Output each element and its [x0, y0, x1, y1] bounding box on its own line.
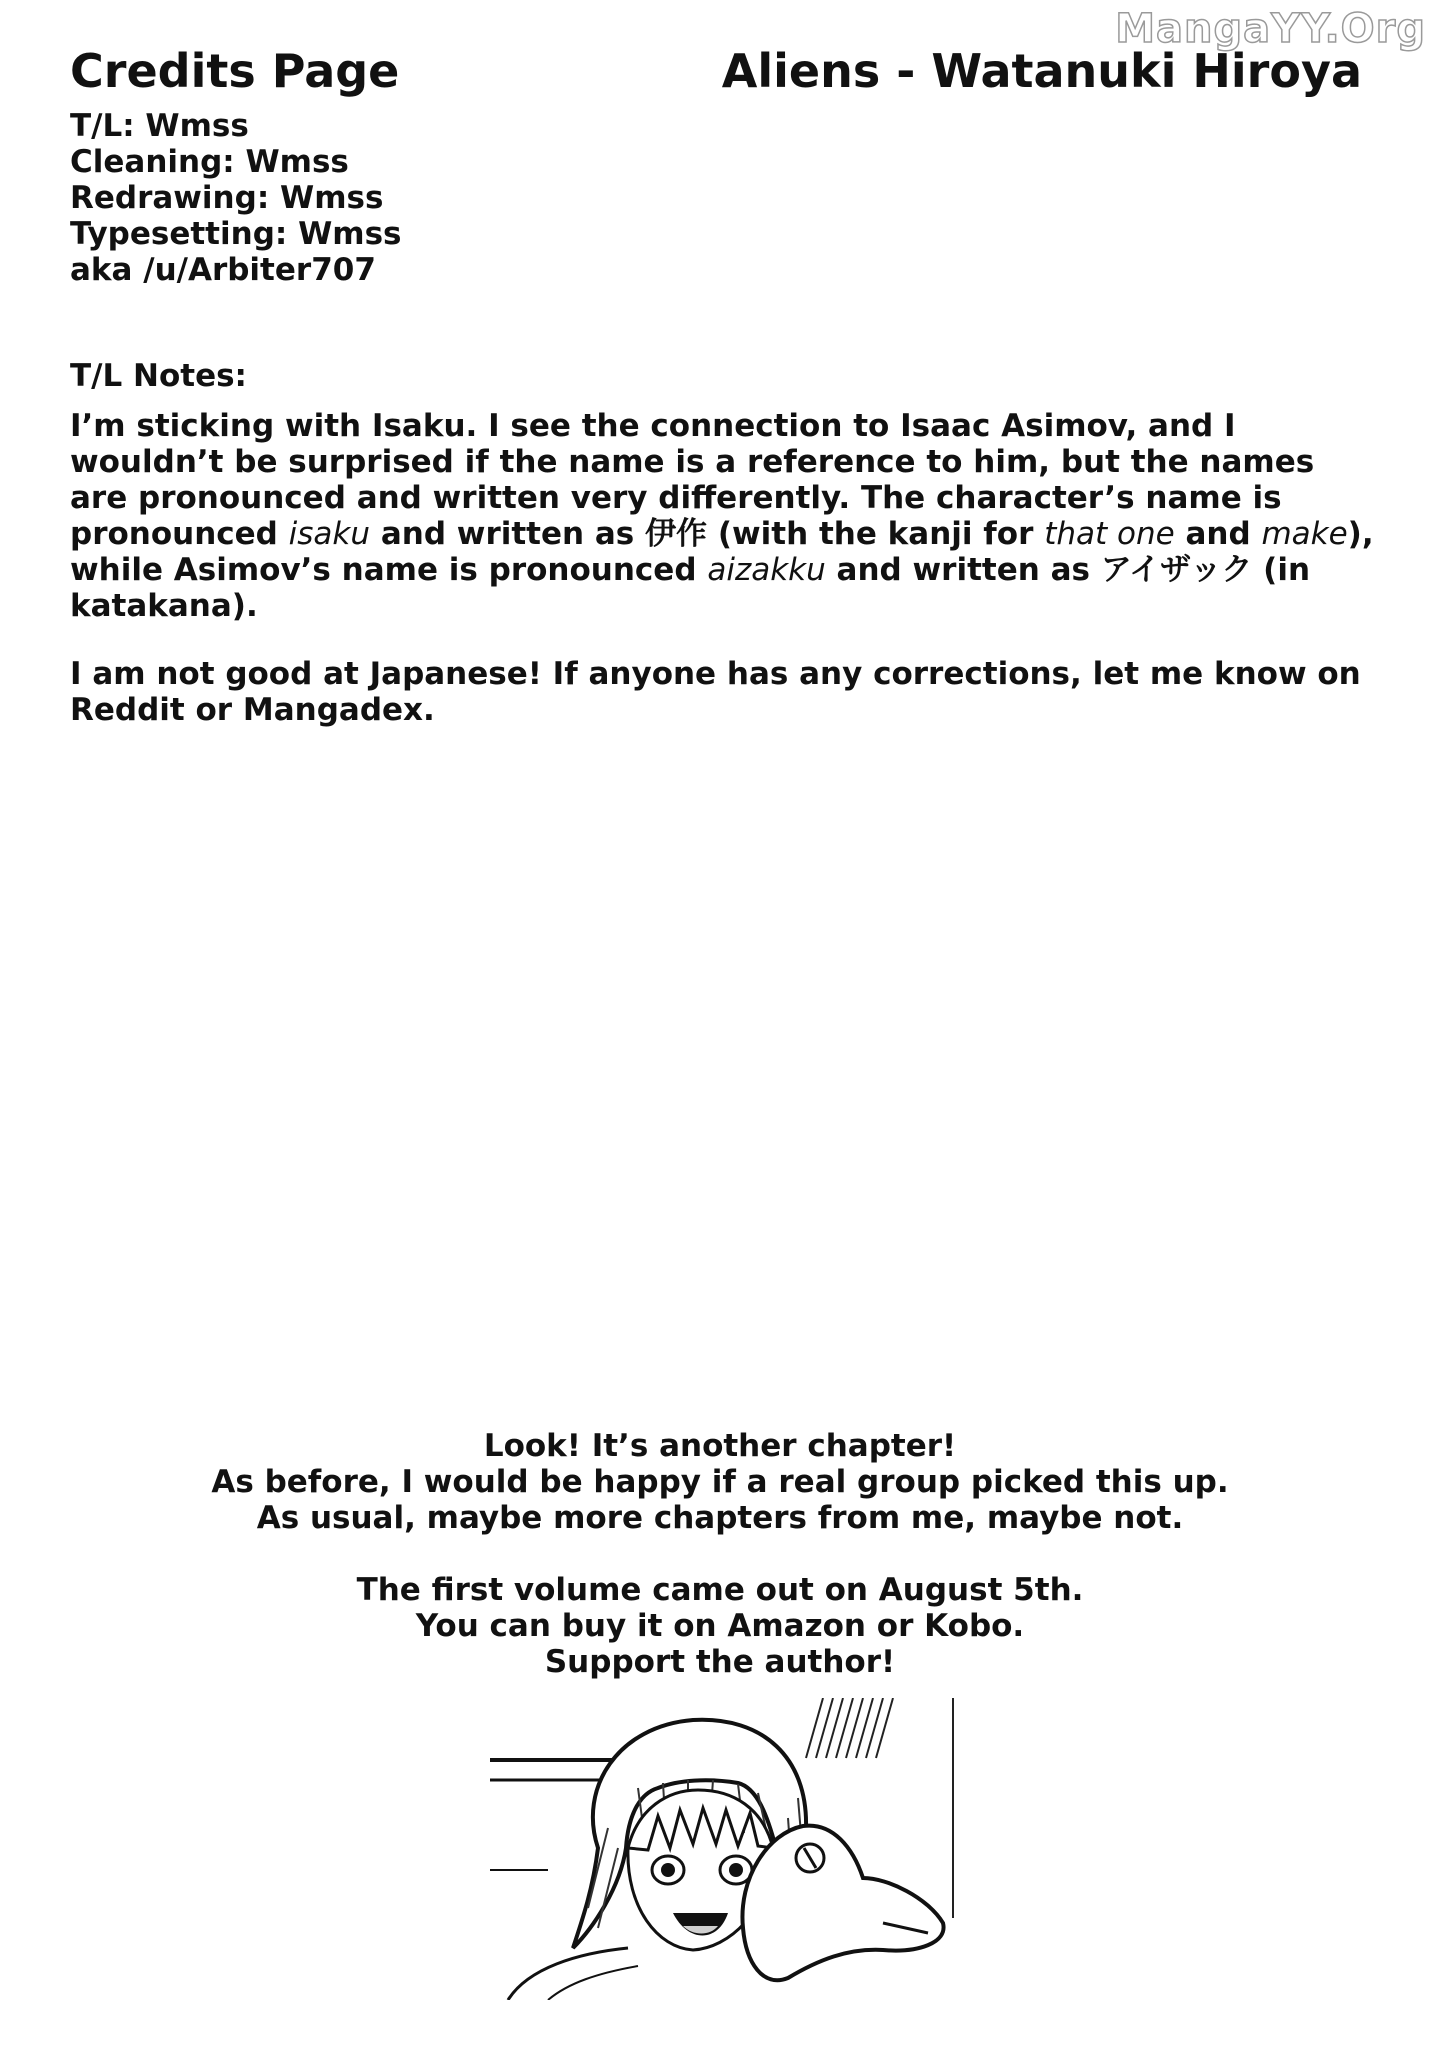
- series-title: Aliens - Watanuki Hiroya: [721, 44, 1362, 98]
- volume-announcement: [0, 1572, 1440, 1680]
- italic-aizakku: aizakku: [707, 552, 826, 588]
- volume-line: The first volume came out on August 5th.: [356, 1572, 1084, 1608]
- credits-list: [70, 108, 401, 288]
- notes-heading: T/L Notes:: [70, 358, 247, 394]
- credit-translation: T/L: Wmss: [70, 108, 249, 144]
- italic-make: make: [1261, 516, 1348, 552]
- page-title: Credits Page: [70, 44, 400, 98]
- notes-paragraph-1: I’m sticking with Isaku. I see the connection to Isaac Asimov, and I wouldn’t be surprised if the name is a reference to him, but the names are pronounced and written very differently. The character’s name is pronounced isaku and written as 伊作 (with the kanji for that one and make), while Asimov’s name is pronounced aizakku and written as アイザック (in katakana).: [70, 408, 1374, 624]
- notes-paragraph-2: I am not good at Japanese! If anyone has any corrections, let me know on Reddit or Mangadex.: [70, 656, 1361, 728]
- closing-line: As before, I would be happy if a real group picked this up.: [211, 1464, 1229, 1500]
- closing-message: [0, 1428, 1440, 1536]
- italic-that-one: that one: [1044, 516, 1175, 552]
- manga-character-illustration: [488, 1698, 958, 2000]
- volume-line: Support the author!: [544, 1644, 896, 1680]
- volume-line: You can buy it on Amazon or Kobo.: [415, 1608, 1025, 1644]
- italic-isaku: isaku: [288, 516, 371, 552]
- site-watermark: MangaYY.Org: [1115, 6, 1426, 52]
- translation-notes: [70, 408, 1380, 760]
- credit-aka: aka /u/Arbiter707: [70, 252, 376, 288]
- credit-cleaning: Cleaning: Wmss: [70, 144, 349, 180]
- credit-redrawing: Redrawing: Wmss: [70, 180, 384, 216]
- credit-typesetting: Typesetting: Wmss: [70, 216, 402, 252]
- closing-line: As usual, maybe more chapters from me, maybe not.: [256, 1500, 1184, 1536]
- closing-line: Look! It’s another chapter!: [483, 1428, 957, 1464]
